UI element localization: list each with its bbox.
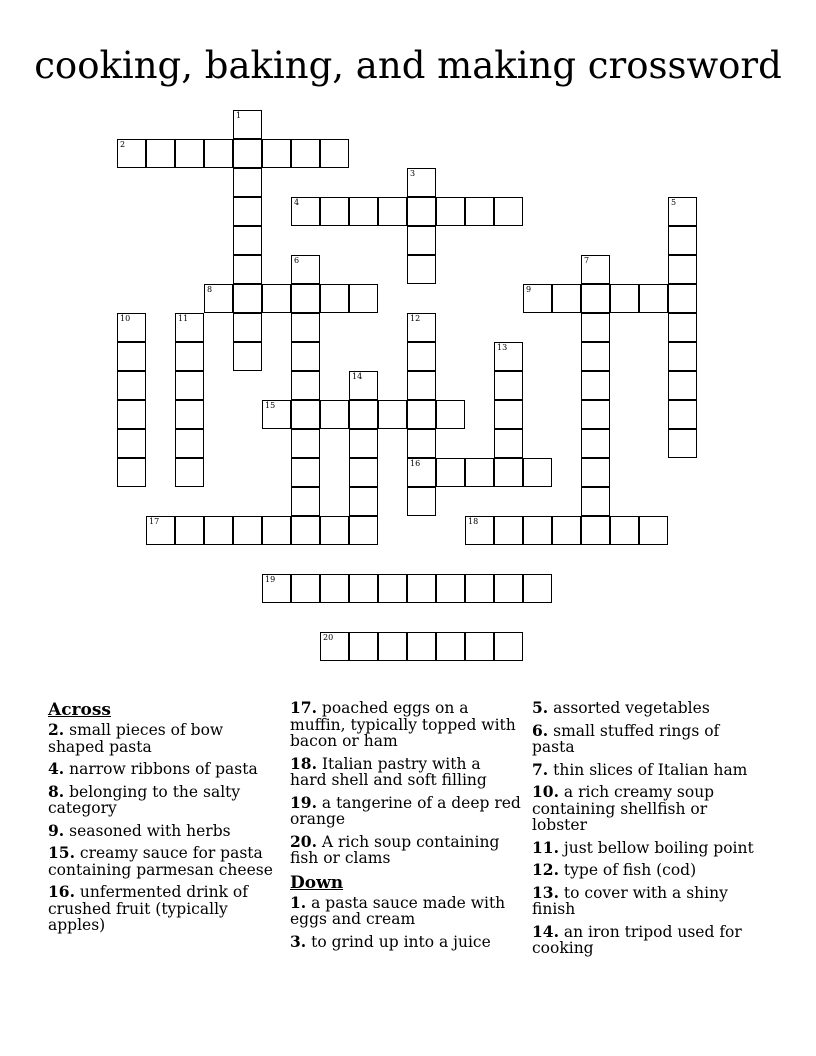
grid-cell[interactable] [204,516,233,545]
cell-number: 1 [236,111,242,120]
down-clue [290,892,522,928]
across-clue [48,761,280,778]
grid-cell[interactable] [291,574,320,603]
grid-cell[interactable] [581,313,610,342]
cell-number: 4 [294,198,300,207]
grid-cell[interactable] [407,197,436,226]
cell-number: 7 [584,256,590,265]
clue-text: narrow ribbons of pasta [69,760,258,778]
grid-cell[interactable] [494,197,523,226]
across-clue [290,831,522,867]
grid-cell[interactable] [581,255,610,284]
grid-cell[interactable] [639,516,668,545]
grid-cell[interactable] [349,574,378,603]
across-heading: Across [48,700,111,720]
page-title: cooking, baking, and making crossword [34,44,782,87]
grid-cell[interactable] [175,400,204,429]
grid-cell[interactable] [494,574,523,603]
cell-number: 9 [526,285,532,294]
grid-cell[interactable] [262,516,291,545]
grid-cell[interactable] [465,574,494,603]
cell-number: 2 [120,140,126,149]
grid-cell[interactable] [465,516,494,545]
grid-cell[interactable] [436,632,465,661]
clue-number: 20. [290,831,317,851]
grid-cell[interactable] [494,400,523,429]
grid-cell[interactable] [117,458,146,487]
across-clue [48,722,280,755]
grid-cell[interactable] [668,429,697,458]
cell-number: 3 [410,169,416,178]
across-clue [290,792,522,828]
grid-cell[interactable] [668,342,697,371]
grid-cell[interactable] [581,342,610,371]
grid-cell[interactable] [494,342,523,371]
clue-number: 11. [532,837,559,857]
grid-cell[interactable] [523,458,552,487]
grid-cell[interactable] [320,632,349,661]
grid-cell[interactable] [639,284,668,313]
grid-cell[interactable] [407,342,436,371]
clue-text: small stuffed rings of pasta [532,721,720,756]
clue-text: a pasta sauce made with eggs and cream [290,893,506,928]
across-clue [290,753,522,789]
grid-cell[interactable] [262,139,291,168]
clue-number: 15. [48,843,75,862]
grid-cell[interactable] [175,342,204,371]
grid-cell[interactable] [233,284,262,313]
grid-cell[interactable] [581,371,610,400]
grid-cell[interactable] [581,487,610,516]
grid-cell[interactable] [291,400,320,429]
grid-cell[interactable] [349,458,378,487]
clue-number: 6. [532,720,549,740]
across-clue [48,845,280,878]
grid-cell[interactable] [320,139,349,168]
grid-cell[interactable] [436,400,465,429]
grid-cell[interactable] [668,197,697,226]
cell-number: 6 [294,256,300,265]
clue-text: poached eggs on a muffin, typically topped with bacon or ham [290,699,516,750]
grid-cell[interactable] [233,226,262,255]
grid-cell[interactable] [668,371,697,400]
grid-cell[interactable] [378,197,407,226]
grid-cell[interactable] [465,197,494,226]
down-clue [532,759,764,779]
grid-cell[interactable] [146,516,175,545]
grid-cell[interactable] [291,516,320,545]
clue-column-1 [48,700,280,940]
grid-cell[interactable] [407,487,436,516]
grid-cell[interactable] [291,313,320,342]
grid-cell[interactable] [117,342,146,371]
grid-cell[interactable] [233,197,262,226]
grid-cell[interactable] [175,139,204,168]
grid-cell[interactable] [320,284,349,313]
clue-number: 17. [290,698,317,717]
grid-cell[interactable] [233,516,262,545]
grid-cell[interactable] [407,255,436,284]
clue-number: 19. [290,792,317,812]
clue-text: seasoned with herbs [69,821,231,840]
clue-number: 16. [48,882,75,901]
cell-number: 10 [120,314,131,323]
clue-text: a rich creamy soup containing shellfish or lobster [532,783,715,834]
clue-text: Italian pastry with a hard shell and soft filling [290,754,487,789]
cell-number: 8 [207,285,213,294]
grid-cell[interactable] [407,400,436,429]
down-clue [532,862,764,879]
cell-number: 14 [352,372,363,381]
grid-cell[interactable] [146,139,175,168]
across-clue [48,884,280,934]
grid-cell[interactable] [378,632,407,661]
grid-cell[interactable] [349,371,378,400]
grid-cell[interactable] [175,429,204,458]
clue-column-2 [290,700,522,956]
grid-cell[interactable] [581,284,610,313]
grid-cell[interactable] [668,255,697,284]
clue-number: 10. [532,782,559,801]
grid-cell[interactable] [262,574,291,603]
grid-cell[interactable] [233,342,262,371]
grid-cell[interactable] [407,313,436,342]
clue-number: 9. [48,820,65,840]
grid-cell[interactable] [407,226,436,255]
clue-text: belonging to the salty category [48,782,241,817]
clue-text: small pieces of bow shaped pasta [48,721,224,756]
grid-cell[interactable] [262,284,291,313]
clue-text: just bellow boiling point [563,838,754,857]
grid-cell[interactable] [668,400,697,429]
grid-cell[interactable] [407,458,436,487]
grid-cell[interactable] [436,574,465,603]
grid-cell[interactable] [320,516,349,545]
grid-cell[interactable] [320,197,349,226]
grid-cell[interactable] [233,110,262,139]
grid-cell[interactable] [349,632,378,661]
down-clue [532,837,764,857]
cell-number: 15 [265,401,276,410]
grid-cell[interactable] [668,313,697,342]
grid-cell[interactable] [349,197,378,226]
cell-number: 16 [410,459,421,468]
clue-text: to grind up into a juice [311,932,491,951]
grid-cell[interactable] [436,197,465,226]
across-clue [290,700,522,750]
clue-number: 7. [532,759,549,779]
cell-number: 19 [265,575,276,584]
clue-text: creamy sauce for pasta containing parmesan cheese [48,844,273,879]
down-clue [290,931,522,951]
grid-cell[interactable] [552,516,581,545]
clue-text: to cover with a shiny finish [532,883,728,918]
cell-number: 12 [410,314,421,323]
grid-cell[interactable] [407,371,436,400]
grid-cell[interactable] [610,284,639,313]
down-heading: Down [290,872,344,893]
grid-cell[interactable] [407,632,436,661]
grid-cell[interactable] [291,429,320,458]
grid-cell[interactable] [494,371,523,400]
grid-cell[interactable] [494,632,523,661]
cell-number: 17 [149,517,160,526]
cell-number: 5 [671,198,677,207]
grid-cell[interactable] [291,342,320,371]
cell-number: 11 [178,314,189,323]
cell-number: 18 [468,517,479,526]
cell-number: 13 [497,343,508,352]
grid-cell[interactable] [204,139,233,168]
grid-cell[interactable] [610,516,639,545]
grid-cell[interactable] [291,139,320,168]
clue-column-3 [532,700,764,963]
grid-cell[interactable] [581,429,610,458]
grid-cell[interactable] [407,574,436,603]
grid-cell[interactable] [233,255,262,284]
grid-cell[interactable] [581,516,610,545]
grid-cell[interactable] [436,458,465,487]
grid-cell[interactable] [175,516,204,545]
grid-cell[interactable] [320,400,349,429]
grid-cell[interactable] [349,284,378,313]
grid-cell[interactable] [668,226,697,255]
across-clue [48,781,280,817]
clue-text: type of fish (cod) [563,861,697,879]
grid-cell[interactable] [465,632,494,661]
grid-cell[interactable] [233,139,262,168]
grid-cell[interactable] [407,429,436,458]
clue-text: a tangerine of a deep red orange [290,793,521,828]
grid-cell[interactable] [117,139,146,168]
grid-cell[interactable] [291,197,320,226]
clue-number: 14. [532,921,559,941]
clue-number: 3. [290,931,307,951]
grid-cell[interactable] [349,400,378,429]
across-clue [48,820,280,840]
clue-number: 4. [48,759,65,778]
grid-cell[interactable] [291,487,320,516]
clue-number: 18. [290,753,317,773]
grid-cell[interactable] [262,400,291,429]
clue-number: 13. [532,882,559,902]
grid-cell[interactable] [523,516,552,545]
grid-cell[interactable] [494,429,523,458]
down-clue [532,882,764,918]
grid-cell[interactable] [465,458,494,487]
grid-cell[interactable] [378,400,407,429]
grid-cell[interactable] [291,371,320,400]
grid-cell[interactable] [175,371,204,400]
grid-cell[interactable] [349,487,378,516]
down-clue [532,921,764,957]
grid-cell[interactable] [291,458,320,487]
clue-text: thin slices of Italian ham [553,760,748,779]
grid-cell[interactable] [291,284,320,313]
grid-cell[interactable] [494,458,523,487]
grid-cell[interactable] [233,168,262,197]
grid-cell[interactable] [523,574,552,603]
cell-number: 20 [323,633,334,642]
grid-cell[interactable] [175,313,204,342]
grid-cell[interactable] [175,458,204,487]
grid-cell[interactable] [407,168,436,197]
grid-cell[interactable] [117,371,146,400]
grid-cell[interactable] [320,574,349,603]
clue-text: an iron tripod used for cooking [532,922,742,957]
grid-cell[interactable] [581,400,610,429]
grid-cell[interactable] [552,284,581,313]
clue-number: 1. [290,892,307,912]
grid-cell[interactable] [378,574,407,603]
grid-cell[interactable] [668,284,697,313]
clue-number: 2. [48,720,65,739]
clue-text: assorted vegetables [553,699,710,717]
clue-number: 8. [48,781,65,801]
grid-cell[interactable] [117,400,146,429]
grid-cell[interactable] [523,284,552,313]
down-clue [532,720,764,756]
clue-text: A rich soup containing fish or clams [290,832,500,867]
grid-cell[interactable] [291,255,320,284]
clue-text: unfermented drink of crushed fruit (typically apples) [48,883,248,934]
grid-cell[interactable] [117,313,146,342]
down-clue [532,700,764,717]
down-clue [532,784,764,834]
grid-cell[interactable] [233,313,262,342]
grid-cell[interactable] [204,284,233,313]
clue-number: 12. [532,860,559,879]
grid-cell[interactable] [349,429,378,458]
grid-cell[interactable] [494,516,523,545]
grid-cell[interactable] [117,429,146,458]
grid-cell[interactable] [349,516,378,545]
clue-number: 5. [532,698,549,717]
grid-cell[interactable] [581,458,610,487]
